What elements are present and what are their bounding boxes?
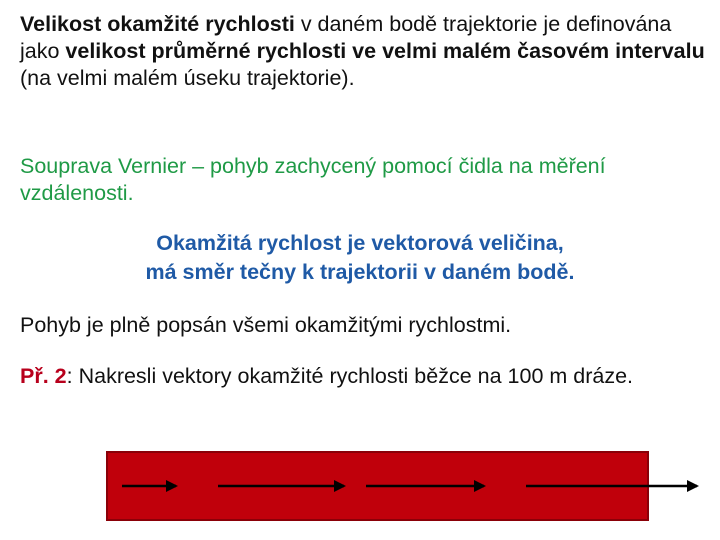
exercise-label: Př. 2 [20,364,67,388]
term-instant-speed: Velikost okamžité rychlosti [20,12,295,36]
exercise-text: Nakresli vektory okamžité rychlosti běžce na 100 m dráze. [72,364,634,388]
definition-text-1: v daném bodě trajektorie je definována jako [20,12,672,63]
vernier-note: Souprava Vernier – pohyb zachycený pomocí čidla na měření vzdálenosti. [20,154,606,205]
vector-statement-line-1: Okamžitá rychlost je vektorová veličina, [156,231,564,255]
motion-description: Pohyb je plně popsán všemi okamžitými rychlostmi. [20,313,512,337]
exercise-colon: : [66,364,73,388]
term-average-speed: velikost průměrné rychlosti ve velmi malém časovém intervalu [65,39,705,63]
vector-statement-line-2: má směr tečny k trajektorii v daném bodě. [145,260,575,284]
definition-text-2: (na velmi malém úseku trajektorie). [20,66,355,90]
